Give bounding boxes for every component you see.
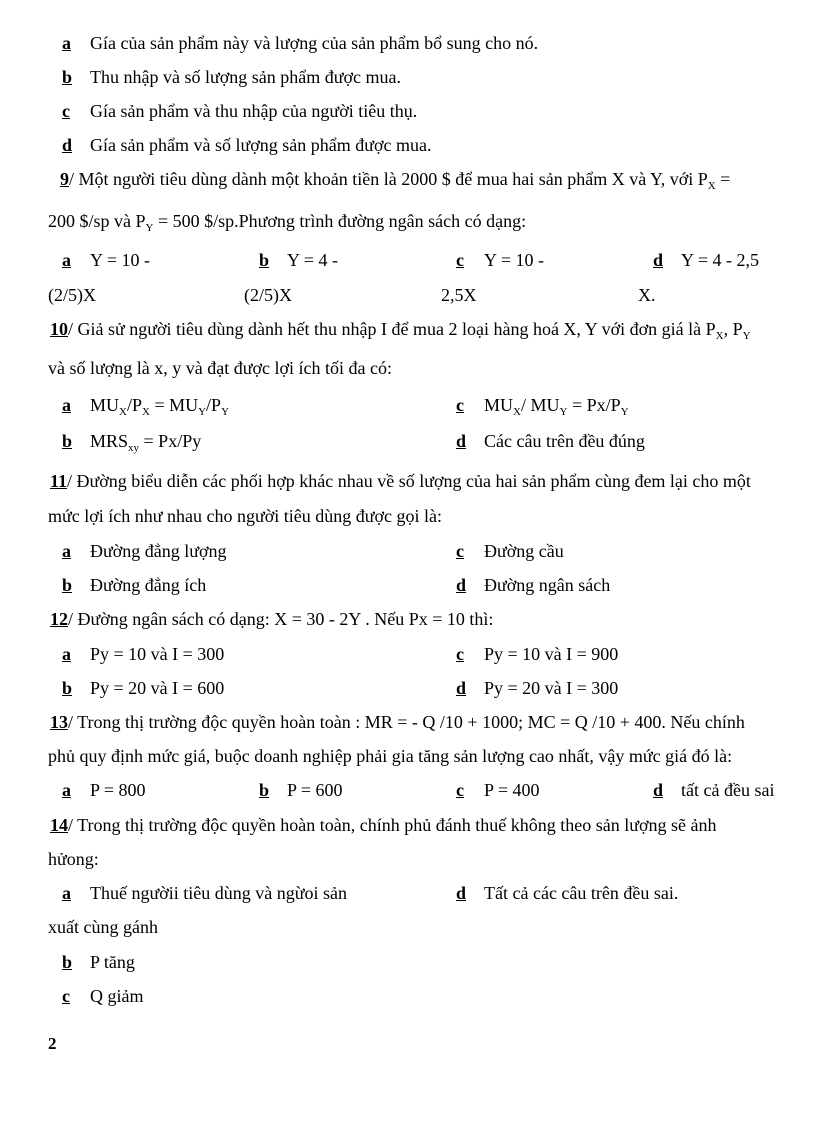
q11-option-d[interactable]: d Đường ngân sách bbox=[456, 575, 611, 595]
q8-option-b[interactable]: b Thu nhập và số lượng sản phẩm được mua. bbox=[62, 67, 401, 87]
q9-option-b[interactable]: b Y = 4 - bbox=[259, 250, 338, 270]
q14-option-a-cont: xuất cùng gánh bbox=[48, 917, 158, 937]
q14-stem-line2: hửong: bbox=[48, 849, 99, 869]
q12-option-c[interactable]: c Py = 10 và I = 900 bbox=[456, 644, 619, 664]
q11-stem-line1: 11/ Đường biểu diễn các phối hợp khác nhau về số lượng của hai sản phẩm cùng đem lại cho một bbox=[50, 471, 751, 491]
q10-stem-line2: và số lượng là x, y và đạt được lợi ích tối đa có: bbox=[48, 358, 392, 378]
q10-option-c[interactable]: c $MU_X/$ $MU_Y = Px/P_Y$ bbox=[456, 395, 629, 418]
page-number: 2 bbox=[48, 1034, 57, 1053]
q10-option-b[interactable]: b $MRS_{xy} = Px/Py$ bbox=[62, 431, 202, 454]
q11-option-b[interactable]: b Đường đẳng ích bbox=[62, 575, 207, 595]
q10-stem-line1: 10/ Giả sử người tiêu dùng dành hết thu nhập I để mua 2 loại hàng hoá X, Y với đơn giá là $P_X$, $P_Y$ bbox=[50, 319, 751, 342]
q14-stem-line1: 14/ Trong thị trường độc quyền hoàn toàn, chính phủ đánh thuế không theo sản lượng sẽ ảnh bbox=[50, 815, 717, 835]
q10-option-d[interactable]: d Các câu trên đều đúng bbox=[456, 431, 645, 451]
q13-option-a[interactable]: a P = 800 bbox=[62, 780, 146, 800]
q9-option-a[interactable]: a Y = 10 - bbox=[62, 250, 150, 270]
q8-option-c[interactable]: c Gía sản phẩm và thu nhập của người tiêu thụ. bbox=[62, 101, 418, 121]
q12-option-b[interactable]: b Py = 20 và I = 600 bbox=[62, 678, 225, 698]
q13-stem-line2: phủ quy định mức giá, buộc doanh nghiệp phải gia tăng sản lượng cao nhất, vậy mức giá đó là: bbox=[48, 746, 733, 766]
q9-option-d[interactable]: d Y = 4 - 2,5 bbox=[653, 250, 759, 270]
q9-option-b-cont: (2/5)X bbox=[244, 285, 292, 305]
q11-option-c[interactable]: c Đường cầu bbox=[456, 541, 564, 561]
q8-option-d[interactable]: d Gía sản phẩm và số lượng sản phẩm được mua. bbox=[62, 135, 432, 155]
q8-option-a[interactable]: a Gía của sản phẩm này và lượng của sản phẩm bổ sung cho nó. bbox=[62, 33, 539, 53]
q13-option-c[interactable]: c P = 400 bbox=[456, 780, 540, 800]
q11-option-a[interactable]: a Đường đẳng lượng bbox=[62, 541, 227, 561]
q14-option-a[interactable]: a Thuế ngườii tiêu dùng và ngừoi sản bbox=[62, 883, 347, 903]
q14-option-d[interactable]: d Tất cả các câu trên đều sai. bbox=[456, 883, 679, 903]
q9-stem-line2: 200 $/sp và $P_Y = 500$ $/sp.Phương trình đường ngân sách có dạng: bbox=[48, 211, 527, 234]
q9-option-c-cont: 2,5X bbox=[441, 285, 477, 305]
q12-option-a[interactable]: a Py = 10 và I = 300 bbox=[62, 644, 225, 664]
q9-option-d-cont: X. bbox=[638, 285, 656, 305]
q9-option-c[interactable]: c Y = 10 - bbox=[456, 250, 544, 270]
q13-option-b[interactable]: b P = 600 bbox=[259, 780, 343, 800]
q14-option-c[interactable]: c Q giảm bbox=[62, 986, 144, 1006]
q12-stem: 12/ Đường ngân sách có dạng: X = 30 - 2Y . Nếu Px = 10 thì: bbox=[50, 609, 494, 629]
q9-stem-line1: 9/ Một người tiêu dùng dành một khoản tiền là 2000 $ để mua hai sản phẩm X và Y, với $P_X$ = bbox=[60, 169, 731, 192]
q13-option-d[interactable]: d tất cả đều sai bbox=[653, 780, 775, 800]
q10-option-a[interactable]: a $MU_X/P_X = MU_Y/P_Y$ bbox=[62, 395, 230, 418]
q14-option-b[interactable]: b P tăng bbox=[62, 952, 135, 972]
q13-stem-line1: 13/ Trong thị trường độc quyền hoàn toàn : MR = - Q /10 + 1000; MC = Q /10 + 400. Nếu chính bbox=[50, 712, 745, 732]
q12-option-d[interactable]: d Py = 20 và I = 300 bbox=[456, 678, 619, 698]
q11-stem-line2: mức lợi ích như nhau cho người tiêu dùng được gọi là: bbox=[48, 506, 443, 526]
q9-option-a-cont: (2/5)X bbox=[48, 285, 96, 305]
